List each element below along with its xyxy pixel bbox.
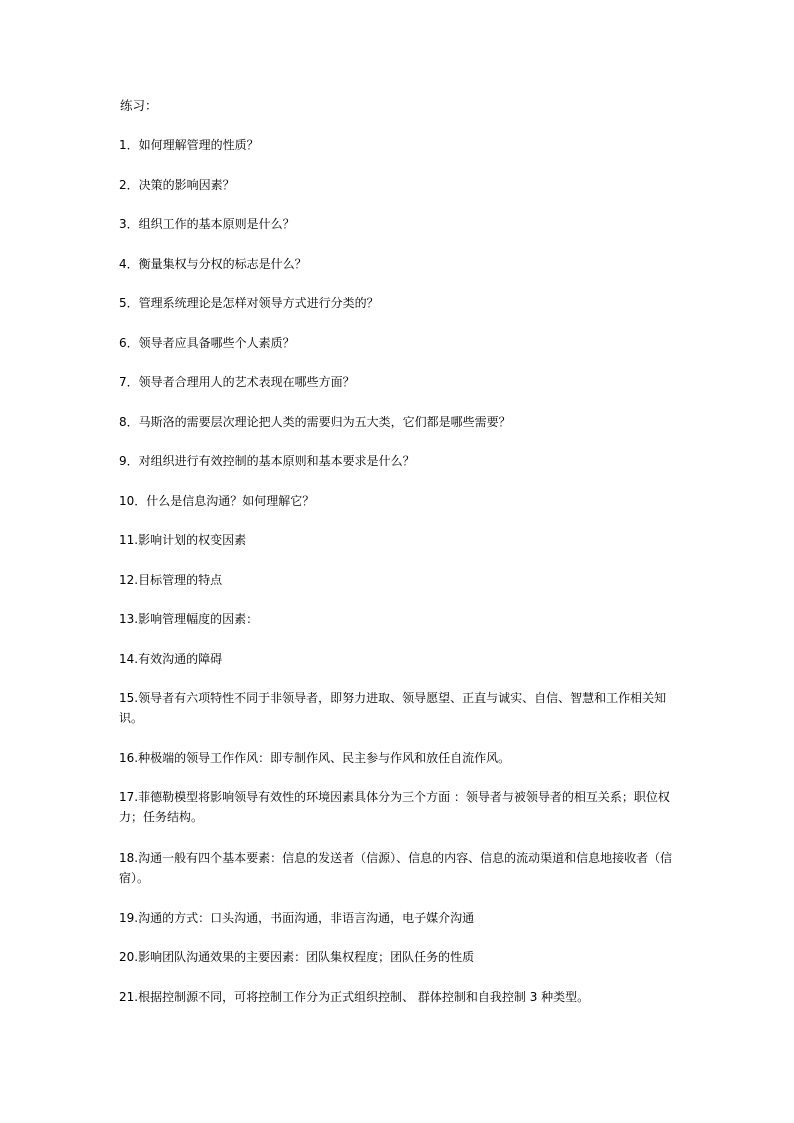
exercise-heading: 练习：	[120, 98, 158, 113]
question-item-2: 2．决策的影响因素？	[119, 178, 235, 192]
question-item-21: 21.根据控制源不同，可将控制工作分为正式组织控制、 群体控制和自我控制 3 种类型。	[119, 990, 590, 1004]
question-item-12: 12.目标管理的特点	[119, 573, 223, 587]
question-item-5: 5．管理系统理论是怎样对领导方式进行分类的？	[119, 296, 379, 310]
question-item-3: 3．组织工作的基本原则是什么？	[119, 217, 295, 231]
question-item-14: 14.有效沟通的障碍	[119, 652, 223, 666]
question-item-4: 4．衡量集权与分权的标志是什么？	[119, 257, 307, 271]
question-item-6: 6．领导者应具备哪些个人素质？	[119, 336, 295, 350]
question-item-10: 10．什么是信息沟通？如何理解它？	[119, 494, 315, 508]
question-item-7: 7．领导者合理用人的艺术表现在哪些方面？	[119, 375, 355, 389]
question-item-1: 1．如何理解管理的性质？	[119, 138, 259, 152]
question-item-17: 17.菲德勒模型将影响领导有效性的环境因素具体分为三个方面 ：领导者与被领导者的相互关系；职位权力；任务结构。	[119, 790, 670, 824]
question-item-15: 15.领导者有六项特性不同于非领导者，即努力进取、领导愿望、正直与诚实、自信、智慧和工作相关知识。	[119, 691, 667, 725]
question-item-13: 13.影响管理幅度的因素：	[119, 612, 259, 626]
question-item-9: 9．对组织进行有效控制的基本原则和基本要求是什么？	[119, 454, 415, 468]
question-item-19: 19.沟通的方式：口头沟通，书面沟通，非语言沟通，电子媒介沟通	[119, 911, 475, 925]
question-item-20: 20.影响团队沟通效果的主要因素：团队集权程度；团队任务的性质	[119, 950, 475, 964]
question-item-11: 11.影响计划的权变因素	[119, 533, 247, 547]
question-item-18: 18.沟通一般有四个基本要素：信息的发送者（信源）、信息的内容、信息的流动渠道和信息地接收者（信宿）。	[119, 851, 673, 885]
question-item-8: 8．马斯洛的需要层次理论把人类的需要归为五大类，它们都是哪些需要？	[119, 415, 511, 429]
question-item-16: 16.种极端的领导工作作风：即专制作风、民主参与作风和放任自流作风。	[119, 751, 511, 765]
